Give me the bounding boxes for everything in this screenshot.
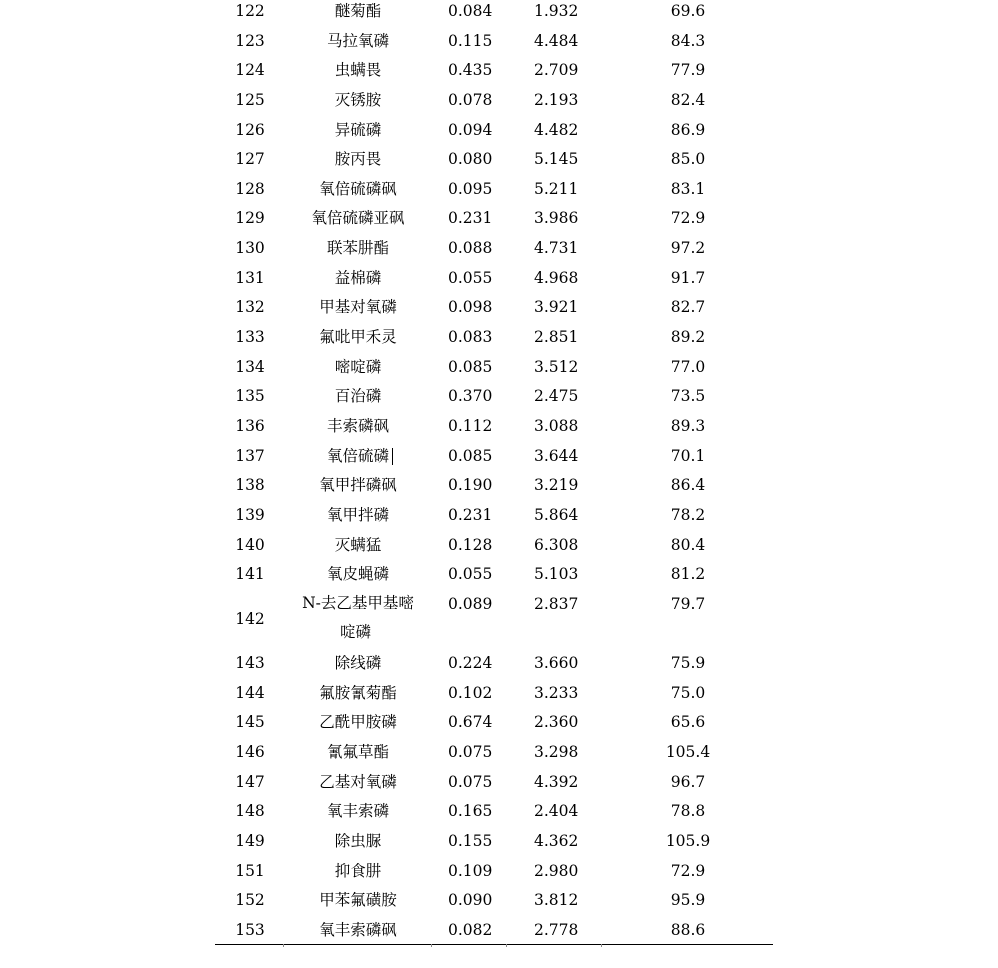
value3-cell: 70.1	[670, 446, 706, 465]
value3-cell: 83.1	[670, 179, 706, 198]
row-id-cell: 137	[235, 446, 265, 465]
value1-cell: 0.089	[448, 594, 493, 613]
compound-name-cell: 嘧啶磷	[334, 357, 382, 376]
table-row	[0, 267, 998, 297]
value3-cell: 65.6	[670, 713, 706, 732]
table-row	[0, 237, 998, 267]
value3-cell: 105.4	[665, 743, 711, 762]
compound-name-cell: 灭锈胺	[334, 90, 382, 109]
table-row	[0, 771, 998, 801]
value3-cell: 72.9	[670, 861, 706, 880]
table-row	[0, 534, 998, 564]
value1-cell: 0.231	[448, 209, 493, 228]
table-row	[0, 148, 998, 178]
table-row	[0, 800, 998, 830]
value1-cell: 0.095	[448, 179, 493, 198]
row-id-cell: 123	[235, 31, 265, 50]
value2-cell: 2.404	[534, 802, 579, 821]
table-bottom-rule	[215, 944, 773, 945]
value1-cell: 0.085	[448, 446, 493, 465]
value1-cell: 0.080	[448, 150, 493, 169]
value2-cell: 6.308	[534, 535, 579, 554]
value1-cell: 0.155	[448, 831, 493, 850]
value2-cell: 5.864	[534, 505, 579, 524]
row-id-cell: 138	[235, 476, 265, 495]
compound-name-cell: 丰索磷砜	[326, 416, 389, 435]
value2-cell: 2.193	[534, 90, 579, 109]
value3-cell: 80.4	[670, 535, 706, 554]
table-row	[0, 207, 998, 237]
row-id-cell: 131	[235, 268, 265, 287]
compound-name-cell: 联苯肼酯	[326, 239, 389, 258]
row-id-cell: 133	[235, 328, 265, 347]
table-row	[0, 889, 998, 919]
value3-cell: 77.9	[670, 61, 706, 80]
compound-name-cell: 氰氟草酯	[326, 743, 389, 762]
value3-cell: 97.2	[670, 239, 706, 258]
value1-cell: 0.128	[448, 535, 493, 554]
compound-name-cell: 氧倍硫磷亚砜	[311, 209, 405, 228]
row-id-cell: 128	[235, 179, 265, 198]
row-id-cell: 152	[235, 891, 265, 910]
value2-cell: 2.851	[534, 328, 579, 347]
compound-name-cell: 氟胺氰菊酯	[319, 683, 397, 702]
row-id-cell: 136	[235, 416, 265, 435]
value2-cell: 3.233	[534, 683, 579, 702]
table-row	[0, 356, 998, 386]
table-row	[0, 415, 998, 445]
value1-cell: 0.115	[448, 31, 493, 50]
value1-cell: 0.075	[448, 743, 493, 762]
value1-cell: 0.083	[448, 328, 493, 347]
row-id-cell: 134	[235, 357, 265, 376]
value2-cell: 2.980	[534, 861, 579, 880]
value1-cell: 0.102	[448, 683, 493, 702]
row-id-cell: 124	[235, 61, 265, 80]
row-id-cell: 148	[235, 802, 265, 821]
compound-name-cell: 甲基对氧磷	[319, 298, 397, 317]
row-id-cell: 141	[235, 565, 265, 584]
table-row	[0, 652, 998, 682]
value1-cell: 0.109	[448, 861, 493, 880]
compound-name-cell: 马拉氧磷	[326, 31, 389, 50]
value1-cell: 0.055	[448, 565, 493, 584]
value1-cell: 0.094	[448, 120, 493, 139]
column-divider-tick	[601, 944, 602, 947]
row-id-cell: 144	[235, 683, 265, 702]
value3-cell: 73.5	[670, 387, 706, 406]
value2-cell: 2.475	[534, 387, 579, 406]
value1-cell: 0.231	[448, 505, 493, 524]
row-id-cell: 126	[235, 120, 265, 139]
value3-cell: 105.9	[665, 831, 711, 850]
table-row	[0, 119, 998, 149]
table-row	[0, 711, 998, 741]
table-row	[0, 59, 998, 89]
compound-name-cell	[298, 589, 418, 648]
table-row	[0, 385, 998, 415]
value3-cell: 81.2	[670, 565, 706, 584]
compound-name-cell: 异硫磷	[334, 120, 382, 139]
compound-name-cell: 氧倍硫磷	[326, 446, 389, 465]
compound-name-cell: 灭螨猛	[334, 535, 382, 554]
value3-cell: 85.0	[670, 150, 706, 169]
value3-cell: 75.0	[670, 683, 706, 702]
value1-cell: 0.674	[448, 713, 493, 732]
compound-name-cell: 甲苯氟磺胺	[319, 891, 397, 910]
value2-cell: 3.986	[534, 209, 579, 228]
value2-cell: 5.103	[534, 565, 579, 584]
compound-name-cell: 益棉磷	[334, 268, 382, 287]
table-row	[0, 474, 998, 504]
row-id-cell: 139	[235, 505, 265, 524]
compound-name-cell: 氧丰索磷砜	[319, 920, 397, 939]
value3-cell: 96.7	[670, 772, 706, 791]
value1-cell: 0.075	[448, 772, 493, 791]
value1-cell: 0.084	[448, 2, 493, 20]
compound-name-cell: 除线磷	[334, 654, 382, 673]
value3-cell: 91.7	[670, 268, 706, 287]
row-id-cell: 151	[235, 861, 265, 880]
value3-cell: 95.9	[670, 891, 706, 910]
compound-name-cell: 乙基对氧磷	[319, 772, 397, 791]
value2-cell: 2.837	[534, 594, 579, 613]
table-row	[0, 89, 998, 119]
value3-cell: 89.2	[670, 328, 706, 347]
row-id-cell: 153	[235, 920, 265, 939]
value1-cell: 0.088	[448, 239, 493, 258]
value3-cell: 86.4	[670, 476, 706, 495]
value2-cell: 5.145	[534, 150, 579, 169]
value2-cell: 4.482	[534, 120, 579, 139]
compound-name-cell: 百治磷	[334, 387, 382, 406]
column-divider-tick	[431, 944, 432, 947]
value1-cell: 0.224	[448, 654, 493, 673]
value2-cell: 3.644	[534, 446, 579, 465]
compound-name-cell: 氧倍硫磷砜	[319, 179, 397, 198]
compound-name-cell: 胺丙畏	[334, 150, 382, 169]
value3-cell: 78.2	[670, 505, 706, 524]
row-id-cell: 125	[235, 90, 265, 109]
value1-cell: 0.190	[448, 476, 493, 495]
value1-cell: 0.082	[448, 920, 493, 939]
value2-cell: 1.932	[534, 2, 579, 20]
value1-cell: 0.055	[448, 268, 493, 287]
value3-cell: 78.8	[670, 802, 706, 821]
table-row	[0, 30, 998, 60]
value3-cell: 89.3	[670, 416, 706, 435]
value3-cell: 86.9	[670, 120, 706, 139]
column-divider-tick	[506, 944, 507, 947]
value2-cell: 3.812	[534, 891, 579, 910]
row-id-cell: 145	[235, 713, 265, 732]
compound-name-cell: 氧丰索磷	[326, 802, 389, 821]
value2-cell: 5.211	[534, 179, 579, 198]
value2-cell: 4.392	[534, 772, 579, 791]
value2-cell: 2.778	[534, 920, 579, 939]
value1-cell: 0.370	[448, 387, 493, 406]
row-id-cell: 143	[235, 654, 265, 673]
table-row	[0, 741, 998, 771]
row-id-cell: 140	[235, 535, 265, 554]
table-row	[0, 178, 998, 208]
value2-cell: 2.709	[534, 61, 579, 80]
table-row	[0, 0, 998, 30]
row-id-cell: 130	[235, 239, 265, 258]
column-divider-tick	[283, 944, 284, 947]
compound-name-cell: 乙酰甲胺磷	[319, 713, 397, 732]
value2-cell: 3.088	[534, 416, 579, 435]
table-row	[0, 563, 998, 593]
table-row	[0, 860, 998, 890]
value2-cell: 3.512	[534, 357, 579, 376]
compound-name-cell: 氧皮蝇磷	[326, 565, 389, 584]
compound-name-line1: N-去乙基甲基嘧	[302, 593, 414, 612]
value2-cell: 3.219	[534, 476, 579, 495]
table-row	[0, 593, 998, 652]
compound-name-cell: 醚菊酯	[334, 2, 382, 20]
value3-cell: 82.4	[670, 90, 706, 109]
value1-cell: 0.090	[448, 891, 493, 910]
row-id-cell: 129	[235, 209, 265, 228]
row-id-cell: 132	[235, 298, 265, 317]
row-id-cell: 147	[235, 772, 265, 791]
value1-cell: 0.085	[448, 357, 493, 376]
value2-cell: 4.731	[534, 239, 579, 258]
compound-name-cell: 虫螨畏	[334, 61, 382, 80]
value2-cell: 2.360	[534, 713, 579, 732]
row-id-cell: 149	[235, 831, 265, 850]
value1-cell: 0.165	[448, 802, 493, 821]
table-row	[0, 326, 998, 356]
table-row	[0, 682, 998, 712]
value3-cell: 77.0	[670, 357, 706, 376]
text-cursor	[392, 448, 393, 465]
value3-cell: 84.3	[670, 31, 706, 50]
compound-name-cell: 抑食肼	[334, 861, 382, 880]
table-row	[0, 296, 998, 326]
value1-cell: 0.078	[448, 90, 493, 109]
compound-name-cell: 除虫脲	[334, 831, 382, 850]
value1-cell: 0.098	[448, 298, 493, 317]
value1-cell: 0.112	[448, 416, 493, 435]
table-row	[0, 830, 998, 860]
value3-cell: 79.7	[670, 594, 706, 613]
value2-cell: 4.362	[534, 831, 579, 850]
row-id-cell: 135	[235, 387, 265, 406]
row-id-cell: 122	[235, 2, 265, 20]
table-row	[0, 504, 998, 534]
value3-cell: 69.6	[670, 2, 706, 20]
compound-name-cell: 氟吡甲禾灵	[319, 328, 397, 347]
value2-cell: 3.298	[534, 743, 579, 762]
value2-cell: 3.921	[534, 298, 579, 317]
value3-cell: 72.9	[670, 209, 706, 228]
value3-cell: 88.6	[670, 920, 706, 939]
row-id-cell: 146	[235, 743, 265, 762]
table-row	[0, 445, 998, 475]
value2-cell: 3.660	[534, 654, 579, 673]
value1-cell: 0.435	[448, 61, 493, 80]
compound-name-cell: 氧甲拌磷砜	[319, 476, 397, 495]
value2-cell: 4.484	[534, 31, 579, 50]
value2-cell: 4.968	[534, 268, 579, 287]
value3-cell: 75.9	[670, 654, 706, 673]
value3-cell: 82.7	[670, 298, 706, 317]
row-id-cell: 127	[235, 150, 265, 169]
compound-name-cell: 氧甲拌磷	[326, 505, 389, 524]
row-id-cell: 142	[235, 609, 265, 628]
compound-name-line2: 啶磷	[340, 623, 372, 642]
